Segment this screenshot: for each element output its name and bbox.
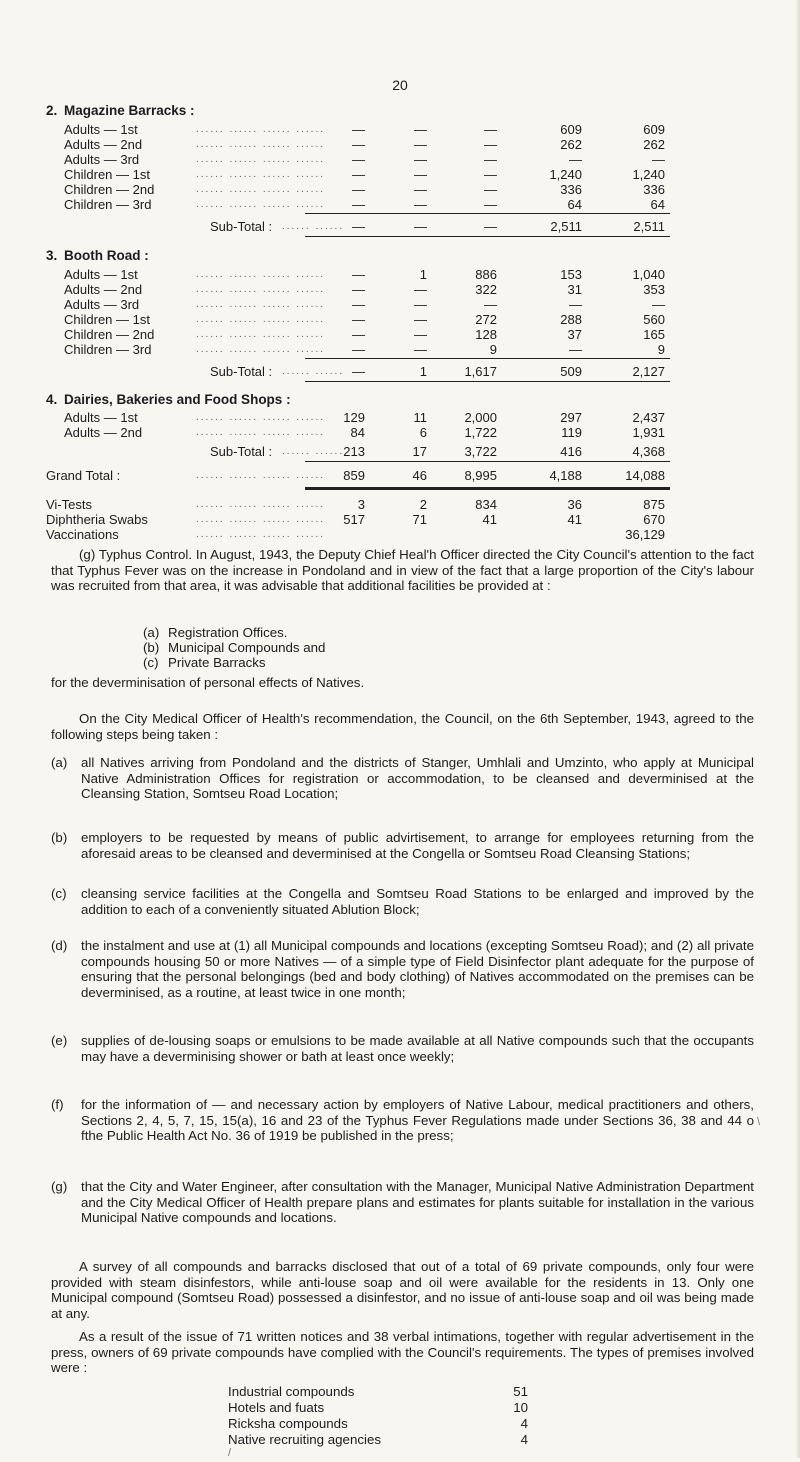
row-label: Adults — 3rd <box>64 152 140 167</box>
cell: — <box>352 342 365 357</box>
cell: — <box>484 197 497 212</box>
cell: 64 <box>567 197 582 212</box>
cell: — <box>652 152 665 167</box>
row-label: Adults — 2nd <box>64 137 143 152</box>
table-row <box>0 138 800 151</box>
grand-total-label: Grand Total : <box>46 468 121 483</box>
cell: 262 <box>643 137 665 152</box>
cell: — <box>414 282 427 297</box>
section-number: 2. <box>46 103 58 118</box>
premises-label: Native recruiting agencies <box>228 1432 381 1447</box>
item-marker: (d) <box>51 938 68 953</box>
rule <box>305 213 670 214</box>
item-marker: (a) <box>143 625 160 640</box>
cell: 37 <box>567 327 582 342</box>
leader-dots: ...... ...... <box>282 221 345 232</box>
cell: 46 <box>412 468 427 483</box>
cell: — <box>652 297 665 312</box>
cell: 609 <box>560 122 582 137</box>
cell: 834 <box>475 497 497 512</box>
item-marker: (a) <box>51 755 68 770</box>
subtotal-row <box>0 445 800 458</box>
section-number: 3. <box>46 248 58 263</box>
cell: — <box>352 219 365 234</box>
grand-total-row <box>0 469 800 482</box>
rule <box>305 358 670 359</box>
table-row <box>0 426 800 439</box>
cell: 272 <box>475 312 497 327</box>
row-label: Vi-Tests <box>46 497 92 512</box>
facility-item <box>143 640 325 656</box>
cell: 41 <box>482 512 497 527</box>
cell: 128 <box>475 327 497 342</box>
subtotal-row <box>0 365 800 378</box>
cell: 875 <box>643 497 665 512</box>
cell: — <box>484 167 497 182</box>
pen-mark: / <box>228 1447 232 1459</box>
cell: — <box>484 219 497 234</box>
cell: 41 <box>567 512 582 527</box>
cell: 336 <box>643 182 665 197</box>
leader-dots: ...... ...... ...... ...... <box>196 299 326 310</box>
row-label: Children — 3rd <box>64 197 152 212</box>
row-label: Adults — 1st <box>64 267 138 282</box>
cell: 336 <box>560 182 582 197</box>
premises-count: 10 <box>513 1400 528 1415</box>
row-label: Children — 1st <box>64 167 150 182</box>
page-number: 20 <box>392 77 408 93</box>
cell: 1,240 <box>549 167 582 182</box>
leader-dots: ...... ...... ...... ...... <box>196 199 326 210</box>
table-row <box>0 268 800 281</box>
row-label: Adults — 1st <box>64 410 138 425</box>
premises-label: Industrial compounds <box>228 1384 355 1399</box>
cell: 1,617 <box>464 364 497 379</box>
item-marker: (c) <box>51 886 67 901</box>
item-marker: (e) <box>51 1033 68 1048</box>
result-paragraph: As a result of the issue of 71 written notices and 38 verbal intimations, together with regular advertisement in the press, owners of 69 private compounds have complied with the Council's requirements. The types of premises involved were : <box>51 1329 754 1375</box>
premises-row <box>228 1384 528 1399</box>
survey-paragraph: A survey of all compounds and barracks disclosed that out of a total of 69 private compounds, only four were provided with steam disinfestors, while anti-louse soap and oil were available for the residents in 13. Only one Municipal compound (Somtseu Road) possessed a disinfestor, and no issue of anti-louse soap and oil was being made at any. <box>51 1259 754 1321</box>
double-rule <box>305 487 670 490</box>
table-row <box>0 328 800 341</box>
cell: — <box>484 152 497 167</box>
cell: — <box>352 182 365 197</box>
cell: — <box>414 167 427 182</box>
table-row <box>0 168 800 181</box>
cell: — <box>352 167 365 182</box>
cell: — <box>414 327 427 342</box>
leader-dots: ...... ...... ...... ...... <box>196 514 326 525</box>
cell: 859 <box>343 468 365 483</box>
cell: 9 <box>657 342 665 357</box>
facility-item <box>143 625 287 641</box>
cell: — <box>484 137 497 152</box>
facility-item <box>143 655 266 671</box>
scan-edge <box>796 0 800 1458</box>
cell: 322 <box>475 282 497 297</box>
cell: — <box>414 312 427 327</box>
cell: 17 <box>412 444 427 459</box>
table-row <box>0 528 800 541</box>
cell: 517 <box>343 512 365 527</box>
cell: — <box>352 282 365 297</box>
table-row <box>0 298 800 311</box>
leader-dots: ...... ...... ...... ...... <box>196 499 326 510</box>
cell: — <box>352 364 365 379</box>
item-marker: (b) <box>51 830 68 845</box>
cell: 609 <box>643 122 665 137</box>
table-row <box>0 283 800 296</box>
cell: 36,129 <box>625 527 665 542</box>
rule <box>305 236 670 237</box>
cell: 560 <box>643 312 665 327</box>
cell: 153 <box>560 267 582 282</box>
cell: 1,240 <box>632 167 665 182</box>
cell: — <box>569 342 582 357</box>
subtotal-label: Sub-Total : <box>210 219 273 234</box>
table-row <box>0 198 800 211</box>
scan-tick-mark: \ <box>757 1116 761 1128</box>
cell: 1,931 <box>632 425 665 440</box>
cell: — <box>352 122 365 137</box>
subtotal-row <box>0 220 800 233</box>
item-text: Registration Offices. <box>168 625 288 640</box>
leader-dots: ...... ...... <box>282 366 345 377</box>
cell: — <box>414 137 427 152</box>
cell: 165 <box>643 327 665 342</box>
leader-dots: ...... ...... ...... ...... <box>196 470 326 481</box>
item-marker: (c) <box>143 655 159 670</box>
section-title <box>46 248 149 263</box>
leader-dots: ...... ...... ...... ...... <box>196 344 326 355</box>
leader-dots: ...... ...... <box>282 446 345 457</box>
row-label: Children — 1st <box>64 312 150 327</box>
cell: 2,127 <box>632 364 665 379</box>
cell: 119 <box>561 425 582 440</box>
leader-dots: ...... ...... ...... ...... <box>196 184 326 195</box>
item-text: for the information of — and necessary action by employers of Native Labour, medical practitioners and others, Sections 2, 4, 5, 7, 15, 15(a), 16 and 23 of the Typhus Fever Regulations made under Sections 36, 38 and 44 o fthe Public Health Act No. 36 of 1919 be published in the press; <box>81 1097 754 1143</box>
table-row <box>0 123 800 136</box>
leader-dots: ...... ...... ...... ...... <box>196 329 326 340</box>
section-title <box>46 392 291 407</box>
section-title-text: Magazine Barracks : <box>64 103 195 118</box>
table-row <box>0 343 800 356</box>
row-label: Adults — 3rd <box>64 297 140 312</box>
table-row <box>0 513 800 526</box>
cell: 84 <box>350 425 365 440</box>
item-marker: (g) <box>51 1179 68 1194</box>
leader-dots: ...... ...... ...... ...... <box>196 427 326 438</box>
cell: — <box>484 297 497 312</box>
steps-intro-paragraph: On the City Medical Officer of Health's recommendation, the Council, on the 6th September, 1943, agreed to the following steps being taken : <box>51 711 754 742</box>
section-title <box>46 103 195 118</box>
table-row <box>0 183 800 196</box>
cell: 9 <box>489 342 497 357</box>
leader-dots: ...... ...... ...... ...... <box>196 412 326 423</box>
cell: 129 <box>343 410 365 425</box>
row-label: Adults — 2nd <box>64 282 143 297</box>
cell: 297 <box>560 410 582 425</box>
leader-dots: ...... ...... ...... ...... <box>196 529 326 540</box>
facilities-end-line: for the deverminisation of personal effects of Natives. <box>51 675 365 690</box>
cell: 8,995 <box>464 468 497 483</box>
cell: — <box>414 122 427 137</box>
rule <box>305 461 670 462</box>
cell: — <box>414 197 427 212</box>
cell: 3 <box>357 497 365 512</box>
table-row <box>0 411 800 424</box>
cell: — <box>414 182 427 197</box>
cell: 14,088 <box>625 468 665 483</box>
cell: 2,511 <box>550 219 582 234</box>
cell: 3,722 <box>464 444 497 459</box>
cell: 262 <box>560 137 582 152</box>
premises-row <box>228 1432 528 1447</box>
leader-dots: ...... ...... ...... ...... <box>196 314 326 325</box>
typhus-control-paragraph: (g) Typhus Control. In August, 1943, the Deputy Chief Heal'h Officer directed the City Council's attention to the fact that Typhus Fever was on the increase in Pondoland and in view of the fact that a large proportion of the City's labour was recruited from that area, it was advisable that additional facilities be provided at : <box>51 547 754 593</box>
premises-row <box>228 1416 528 1431</box>
cell: — <box>414 297 427 312</box>
cell: 6 <box>419 425 427 440</box>
cell: 416 <box>560 444 582 459</box>
item-text: Private Barracks <box>168 655 266 670</box>
cell: — <box>569 152 582 167</box>
cell: 4,368 <box>632 444 665 459</box>
cell: 31 <box>567 282 582 297</box>
leader-dots: ...... ...... ...... ...... <box>196 154 326 165</box>
cell: 71 <box>412 512 427 527</box>
cell: — <box>352 152 365 167</box>
row-label: Children — 2nd <box>64 182 155 197</box>
leader-dots: ...... ...... ...... ...... <box>196 124 326 135</box>
cell: 213 <box>343 444 365 459</box>
premises-count: 4 <box>520 1416 528 1431</box>
cell: 2,511 <box>633 219 665 234</box>
cell: — <box>352 197 365 212</box>
rule <box>305 381 670 382</box>
cell: 288 <box>560 312 582 327</box>
cell: — <box>352 137 365 152</box>
leader-dots: ...... ...... ...... ...... <box>196 284 326 295</box>
cell: 2 <box>419 497 427 512</box>
subtotal-label: Sub-Total : <box>210 364 273 379</box>
table-row <box>0 498 800 511</box>
leader-dots: ...... ...... ...... ...... <box>196 139 326 150</box>
table-row <box>0 313 800 326</box>
cell: 1 <box>419 267 427 282</box>
cell: — <box>414 152 427 167</box>
cell: 1,722 <box>464 425 497 440</box>
section-number: 4. <box>46 392 58 407</box>
cell: — <box>352 267 365 282</box>
cell: — <box>352 312 365 327</box>
premises-count: 51 <box>513 1384 528 1399</box>
item-text: all Natives arriving from Pondoland and the districts of Stanger, Umhlali and Umzinto, who apply at Municipal Native Administration Offices for registration or accommodation, to be cleansed and deverminised at the Cleansing Station, Somtseu Road Location; <box>81 755 754 801</box>
cell: — <box>414 219 427 234</box>
section-title-text: Dairies, Bakeries and Food Shops : <box>64 392 291 407</box>
cell: 2,000 <box>464 410 497 425</box>
row-label: Vaccinations <box>46 527 119 542</box>
cell: — <box>484 122 497 137</box>
row-label: Children — 3rd <box>64 342 152 357</box>
cell: 4,188 <box>549 468 582 483</box>
premises-label: Ricksha compounds <box>228 1416 348 1431</box>
row-label: Children — 2nd <box>64 327 155 342</box>
cell: 670 <box>643 512 665 527</box>
item-text: Municipal Compounds and <box>168 640 326 655</box>
cell: 2,437 <box>632 410 665 425</box>
row-label: Adults — 1st <box>64 122 138 137</box>
cell: 1 <box>419 364 427 379</box>
item-text: cleansing service facilities at the Congella and Somtseu Road Stations to be enlarged and improved by the addition to each of a conveniently situated Ablution Block; <box>81 886 754 917</box>
cell: — <box>352 297 365 312</box>
cell: 509 <box>560 364 582 379</box>
item-marker: (b) <box>143 640 160 655</box>
cell: 11 <box>413 410 427 425</box>
section-title-text: Booth Road : <box>64 248 149 263</box>
item-text: that the City and Water Engineer, after consultation with the Manager, Municipal Native Administration Department and the City Medical Officer of Health prepare plans and estimates for plants suitable for installation in the various Municipal Native compounds and locations. <box>81 1179 754 1225</box>
cell: — <box>352 327 365 342</box>
table-row <box>0 153 800 166</box>
cell: 64 <box>650 197 665 212</box>
subtotal-label: Sub-Total : <box>210 444 273 459</box>
premises-count: 4 <box>520 1432 528 1447</box>
row-label: Diphtheria Swabs <box>46 512 148 527</box>
cell: 1,040 <box>632 267 665 282</box>
premises-row <box>228 1400 528 1415</box>
item-marker: (f) <box>51 1097 64 1112</box>
cell: — <box>484 182 497 197</box>
premises-label: Hotels and fuats <box>228 1400 325 1415</box>
item-text: the instalment and use at (1) all Municipal compounds and locations (excepting Somtseu Road); and (2) all private compounds housing 50 or more Natives — of a simple type of Field Disinfector plant adequate for the purpose of ensuring that the personal belongings (bed and body clothing) of Natives accommodated on the premises can be deverminised, as a routine, at least twice in one month; <box>81 938 754 1000</box>
item-text: supplies of de-lousing soaps or emulsions to be made available at all Native compounds such that the occupants may have a deverminising shower or bath at least once weekly; <box>81 1033 754 1064</box>
cell: 886 <box>475 267 497 282</box>
row-label: Adults — 2nd <box>64 425 143 440</box>
cell: 36 <box>567 497 582 512</box>
leader-dots: ...... ...... ...... ...... <box>196 169 326 180</box>
leader-dots: ...... ...... ...... ...... <box>196 269 326 280</box>
cell: 353 <box>643 282 665 297</box>
item-text: employers to be requested by means of public advirtisement, to arrange for employees returning from the aforesaid areas to be cleansed and deverminised at the Congella or Somtseu Road Cleansing Stations; <box>81 830 754 861</box>
cell: — <box>569 297 582 312</box>
cell: — <box>414 342 427 357</box>
